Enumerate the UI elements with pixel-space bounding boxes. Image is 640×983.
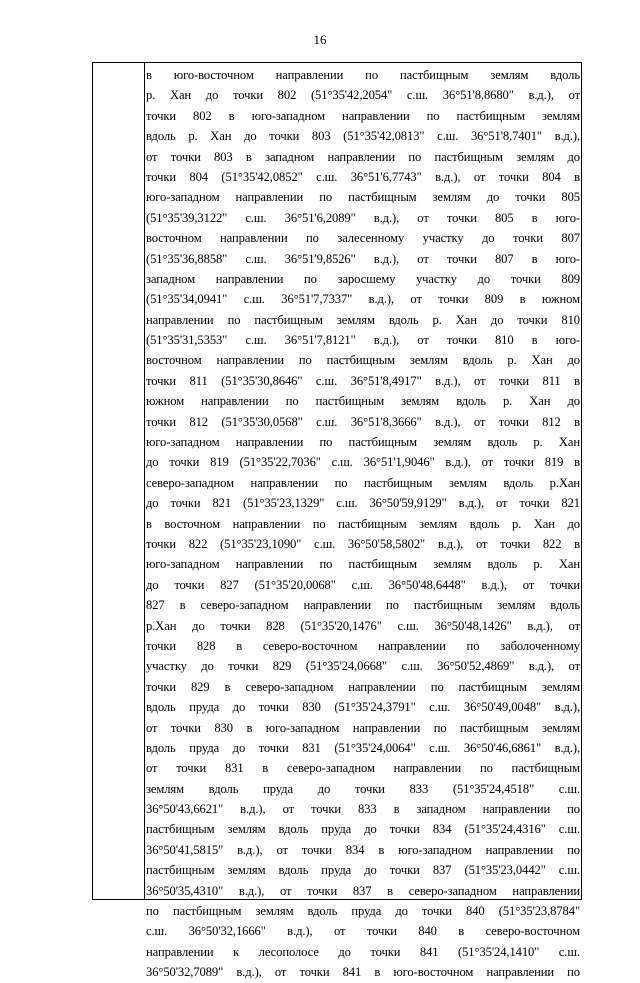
text-line: вдоль пруда до точки 830 (51°35'24,3791" с.ш. 36°50'49,0048" в.д.), [146, 700, 580, 715]
text-line: 36°50'43,6621" в.д.), от точки 833 в западном направлении по [146, 802, 580, 817]
text-line: от точки 830 в юго-западном направлении по пастбищным землям [146, 720, 580, 735]
text-line: участку до точки 829 (51°35'24,0668" с.ш. 36°50'52,4869" в.д.), от [146, 659, 580, 674]
text-line: восточном направлении по залесенному участку до точки 807 [146, 231, 580, 246]
text-line: пастбищным землям вдоль пруда до точки 834 (51°35'24,4316" с.ш. [146, 822, 580, 837]
text-line: точки 804 (51°35'42,0852" с.ш. 36°51'6,7743" в.д.), от точки 804 в [146, 169, 580, 184]
text-line: (51°35'34,0941" с.ш. 36°51'7,7337" в.д.), от точки 809 в южном [146, 292, 580, 307]
text-line: вдоль пруда до точки 831 (51°35'24,0064" с.ш. 36°50'46,6861" в.д.), [146, 740, 580, 755]
text-line: точки 822 (51°35'23,1090" с.ш. 36°50'58,5802" в.д.), от точки 822 в [146, 536, 580, 551]
text-line: 36°50'32,7089" в.д.), от точки 841 в юго-восточном направлении по [146, 965, 580, 980]
text-line: точки 828 в северо-восточном направлении по заболоченному [146, 638, 580, 653]
text-line: точки 812 (51°35'30,0568" с.ш. 36°51'8,3666" в.д.), от точки 812 в [146, 414, 580, 429]
text-line: (51°35'36,8858" с.ш. 36°51'9,8526" в.д.), от точки 807 в юго- [146, 251, 580, 266]
text-line: направлении по пастбищным землям вдоль р. Хан до точки 810 [146, 312, 580, 327]
text-line: по пастбищным землям вдоль пруда до точки 840 (51°35'23,8784" [146, 904, 580, 919]
text-line: юго-западном направлении по пастбищным землям вдоль р. Хан [146, 435, 580, 450]
text-line: пастбищным землям вдоль пруда до точки 837 (51°35'23,0442" с.ш. [146, 863, 580, 878]
text-line: точки 829 в северо-западном направлении по пастбищным землям [146, 679, 580, 694]
empty-left-column [93, 63, 145, 899]
text-line: в юго-восточном направлении по пастбищным землям вдоль [146, 68, 580, 82]
text-line: от точки 803 в западном направлении по пастбищным землям до [146, 149, 580, 164]
text-line: направлении к лесополосе до точки 841 (51°35'24,1410" с.ш. [146, 944, 580, 959]
text-line: вдоль р. Хан до точки 803 (51°35'42,0813" с.ш. 36°51'8,7401" в.д.), [146, 129, 580, 144]
text-line: (51°35'39,3122" с.ш. 36°51'6,2089" в.д.), от точки 805 в юго- [146, 210, 580, 225]
text-line: в восточном направлении по пастбищным землям вдоль р. Хан до [146, 516, 580, 531]
text-line: с.ш. 36°50'32,1666" в.д.), от точки 840 в северо-восточном [146, 924, 580, 939]
text-line: 827 в северо-западном направлении по пастбищным землям вдоль [146, 598, 580, 613]
text-line: от точки 831 в северо-западном направлении по пастбищным [146, 761, 580, 776]
boundary-description-text [146, 65, 580, 980]
text-line: точки 811 (51°35'30,8646" с.ш. 36°51'8,4917" в.д.), от точки 811 в [146, 373, 580, 388]
text-line: до точки 819 (51°35'22,7036" с.ш. 36°51'1,9046" в.д.), от точки 819 в [146, 455, 580, 470]
text-line: точки 802 в юго-западном направлении по пастбищным землям [146, 108, 580, 123]
text-line: юго-западном направлении по пастбищным землям до точки 805 [146, 190, 580, 205]
text-line: до точки 821 (51°35'23,1329" с.ш. 36°50'59,9129" в.д.), от точки 821 [146, 496, 580, 511]
text-line: (51°35'31,5353" с.ш. 36°51'7,8121" в.д.), от точки 810 в юго- [146, 333, 580, 348]
text-line: 36°50'35,4310" в.д.), от точки 837 в северо-западном направлении [146, 883, 580, 898]
boundary-description-table [92, 62, 582, 980]
text-line: юго-западном направлении по пастбищным землям вдоль р. Хан [146, 557, 580, 572]
text-line: р. Хан до точки 802 (51°35'42,2054" с.ш. 36°51'8,8680" в.д.), от [146, 88, 580, 103]
text-line: восточном направлении по пастбищным землям вдоль р. Хан до [146, 353, 580, 368]
page-number: 16 [313, 32, 327, 47]
text-line: р.Хан до точки 828 (51°35'20,1476" с.ш. 36°50'48,1426" в.д.), от [146, 618, 580, 633]
text-line: северо-западном направлении по пастбищным землям вдоль р.Хан [146, 475, 580, 490]
text-line: западном направлении по заросшему участку до точки 809 [146, 271, 580, 286]
text-line: землям вдоль пруда до точки 833 (51°35'24,4518" с.ш. [146, 781, 580, 796]
text-line: южном направлении по пастбищным землям вдоль р. Хан до [146, 394, 580, 409]
text-line: до точки 827 (51°35'20,0068" с.ш. 36°50'48,6448" в.д.), от точки [146, 577, 580, 592]
text-line: 36°50'41,5815" в.д.), от точки 834 в юго-западном направлении по [146, 842, 580, 857]
